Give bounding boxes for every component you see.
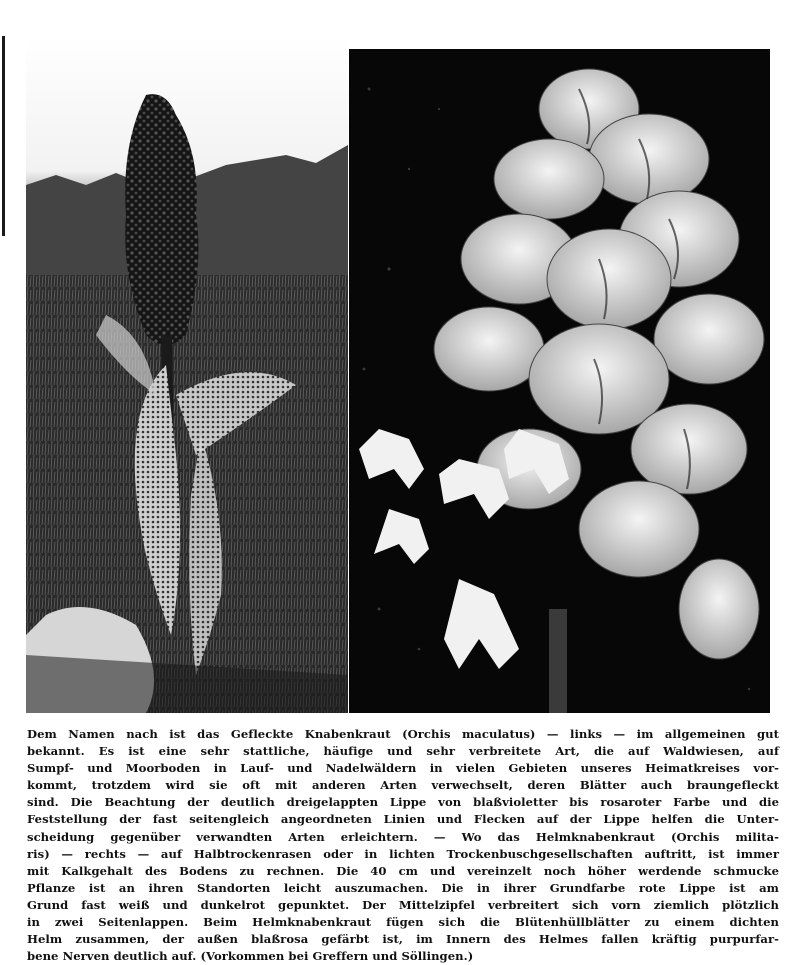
caption-line: mit Kalkgehalt des Bodens zu rechnen. Die 40 cm und vereinzelt noch höher werdende schmucke [27,863,779,878]
photo-orchis-militaris [349,49,770,713]
photo-orchis-maculatus [26,35,348,713]
caption-line: in zwei Seitenlappen. Beim Helmknabenkraut fügen sich die Blütenhüllblätter zu einem dichten [27,915,779,930]
military-orchid-illustration [349,49,770,713]
caption-line: bekannt. Es ist eine sehr stattliche, häufige und sehr verbreitete Art, die auf Waldwiesen, auf [27,744,779,759]
caption-line: Dem Namen nach ist das Gefleckte Knabenkraut (Orchis maculatus) — links — im allgemeinen gut [27,727,779,741]
caption-line: kommt, trotzdem wird sie oft mit anderen Arten verwechselt, deren Blätter auch braungefleckt [27,778,779,793]
caption-line: sind. Die Beachtung der deutlich dreigelappten Lippe von blaßvioletter bis rosaroter Farbe und die [27,795,779,810]
caption-line: Helm zusammen, der außen blaßrosa gefärbt ist, im Innern des Helmes fallen kräftig purpurfar- [27,932,779,947]
caption-line: ris) — rechts — auf Halbtrockenrasen oder in lichten Trockenbuschgesellschaften auftritt, ist immer [27,846,779,861]
scan-edge-mark [2,36,5,236]
caption-line: scheidung gegenüber verwandten Arten erleichtern. — Wo das Helmknabenkraut (Orchis milita- [27,829,779,844]
caption-line: bene Nerven deutlich auf. (Vorkommen bei Greffern und Söllingen.) [27,949,474,964]
photo-caption [27,726,779,965]
caption-line: Feststellung der fast seitengleich angeordneten Linien und Flecken auf der Lippe helfen die Unter- [27,812,779,827]
caption-line: Pflanze ist an ihren Standorten leicht auszumachen. Die in ihrer Grundfarbe rote Lippe ist am [27,880,779,895]
caption-line: Sumpf- und Moorboden in Lauf- und Nadelwäldern in vielen Gebieten unseres Heimatkreises vor- [27,761,779,776]
meadow-orchid-illustration [26,35,348,713]
caption-line: Grund fast weiß und dunkelrot gepunktet. Der Mittelzipfel verbreitert sich vorn ziemlich plötzlich [27,897,779,912]
